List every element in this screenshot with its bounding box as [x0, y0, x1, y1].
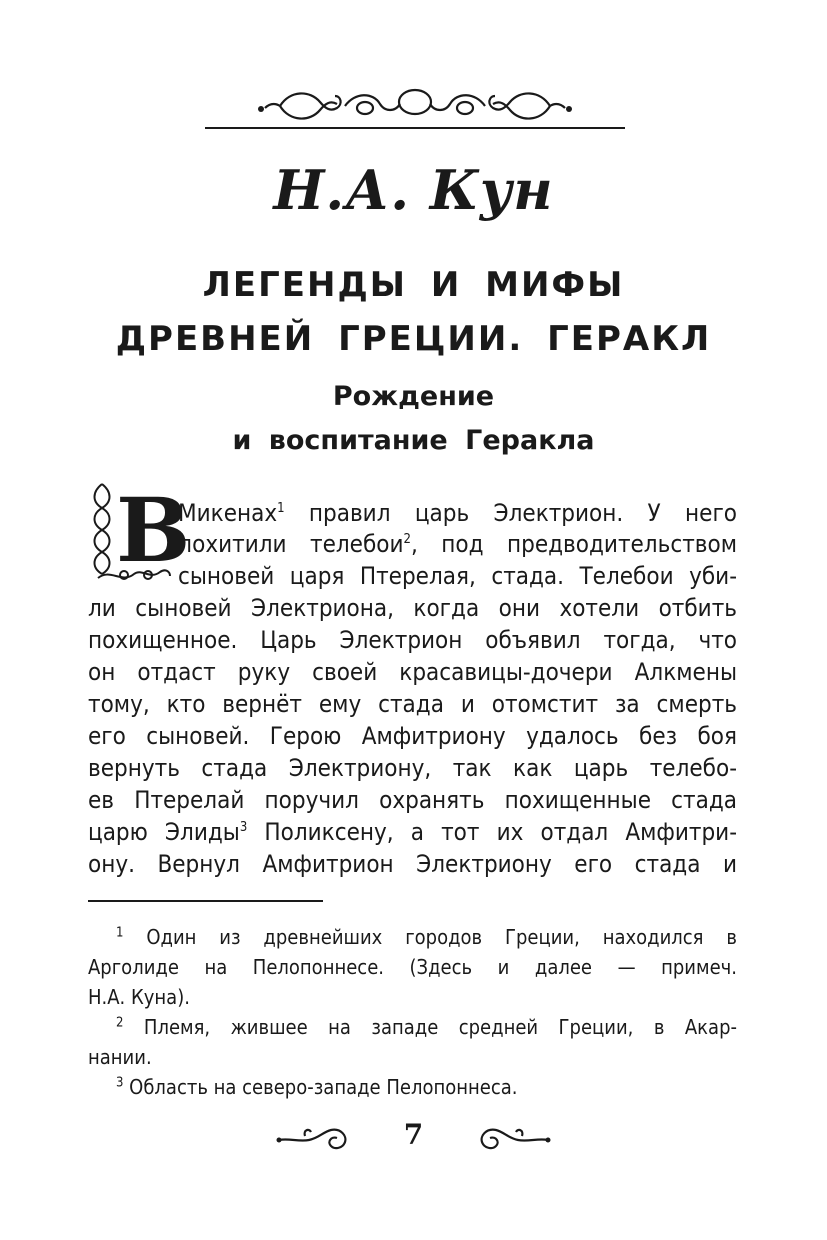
text-line: ев Птерелай поручил охранять похищенные стада [88, 786, 737, 814]
chapter-title-line: и воспитание Геракла [232, 425, 595, 456]
text-line: он отдаст руку своей красавицы-дочери Алкмены [88, 658, 737, 686]
book-title-line: ДРЕВНЕЙ ГРЕЦИИ. ГЕРАКЛ [115, 319, 712, 359]
text-line: его сыновей. Герою Амфитриону удалось без боя [88, 722, 737, 750]
book-title-line: ЛЕГЕНДЫ И МИФЫ [202, 265, 625, 305]
text-line: похитили телебои$^2$, под предводительством [178, 530, 737, 558]
footnote-line: Арголиде на Пелопоннесе. (Здесь и далее — примеч. [88, 955, 737, 979]
footnote-line: нании. [88, 1045, 152, 1069]
drop-cap [88, 478, 191, 582]
chapter-title-line: Рождение [332, 381, 495, 412]
footnote-line: $^3$ Область на северо-западе Пелопоннеса. [116, 1075, 518, 1099]
drop-cap-letter: В [116, 478, 191, 582]
curl-flourish-icon [472, 1120, 552, 1154]
text-line: ли сыновей Электриона, когда они хотели отбить [88, 594, 737, 622]
text-line: царю Элиды$^3$ Поликсену, а тот их отдал Амфитри- [88, 818, 737, 846]
text-line: вернуть стада Электриону, так как царь телебо- [88, 754, 737, 782]
footnote-line: $^2$ Племя, жившее на западе средней Греции, в Акар- [116, 1015, 737, 1039]
page-number: 7 [403, 1118, 424, 1151]
footnote-divider [88, 900, 323, 902]
text-line: ону. Вернул Амфитрион Электриону его стада и [88, 850, 737, 878]
text-line: Микенах$^1$ правил царь Электрион. У него [178, 499, 737, 527]
footnote-line: Н.А. Куна). [88, 985, 190, 1009]
author-name: Н.А. Кун [273, 158, 554, 222]
text-line: похищенное. Царь Электрион объявил тогда, что [88, 626, 737, 654]
book-title [0, 258, 827, 366]
text-line: сыновей царя Птерелая, стада. Телебои уби- [178, 562, 737, 590]
text-line: тому, кто вернёт ему стада и отомстит за смерть [88, 690, 737, 718]
chapter-title [0, 375, 827, 463]
footnote-line: $^1$ Один из древнейших городов Греции, находился в [116, 925, 737, 949]
scroll-ornament-icon [205, 78, 625, 134]
